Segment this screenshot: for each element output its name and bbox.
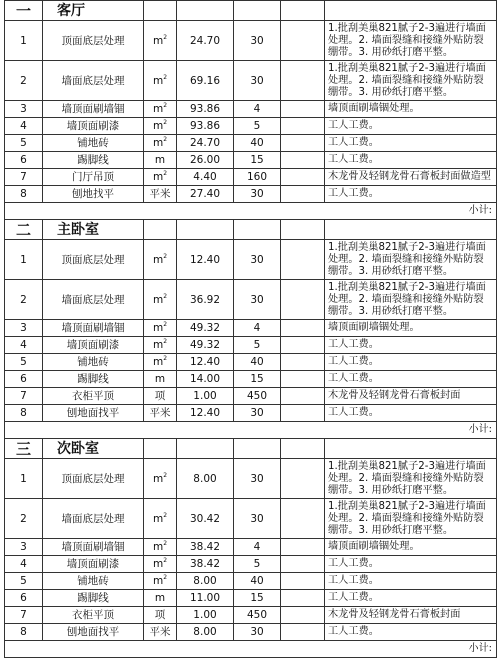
unit-text: m (152, 339, 164, 351)
section-number: 一 (5, 1, 43, 21)
table-row (5, 539, 497, 556)
item-description: 工人工费。 (325, 590, 497, 607)
item-unit-price: 40 (234, 573, 281, 590)
item-quantity: 49.32 (177, 337, 234, 354)
table-row (5, 152, 497, 169)
item-amount (281, 61, 325, 101)
item-name: 墙顶面刷墙锢 (43, 101, 144, 118)
unit-exponent: 2 (163, 471, 168, 479)
empty-cell (325, 439, 497, 459)
item-quantity: 12.40 (177, 240, 234, 280)
item-name: 墙顶面刷墙锢 (43, 539, 144, 556)
item-number: 6 (5, 152, 43, 169)
unit-text: m (154, 154, 166, 166)
item-number: 6 (5, 371, 43, 388)
item-unit (144, 135, 177, 152)
item-quantity: 93.86 (177, 101, 234, 118)
section-header (5, 220, 497, 240)
item-unit (144, 101, 177, 118)
item-name: 刨地面找平 (43, 624, 144, 641)
item-unit-price: 30 (234, 21, 281, 61)
item-amount (281, 186, 325, 203)
item-description: 工人工费。 (325, 573, 497, 590)
item-description: 工人工费。 (325, 405, 497, 422)
item-description: 工人工费。 (325, 354, 497, 371)
item-unit-price: 30 (234, 280, 281, 320)
item-amount (281, 118, 325, 135)
unit-text: m (152, 74, 164, 87)
item-amount (281, 135, 325, 152)
item-unit-price: 5 (234, 337, 281, 354)
item-name: 墙面底层处理 (43, 61, 144, 101)
item-amount (281, 573, 325, 590)
item-description: 木龙骨及轻钢龙骨石膏板封面 (325, 388, 497, 405)
item-number: 4 (5, 556, 43, 573)
item-name: 门厅吊顶 (43, 169, 144, 186)
item-quantity: 69.16 (177, 61, 234, 101)
item-quantity: 27.40 (177, 186, 234, 203)
section-number: 三 (5, 439, 43, 459)
item-number: 7 (5, 169, 43, 186)
item-description: 木龙骨及轻钢龙骨石膏板封面做造型 (325, 169, 497, 186)
item-unit-price: 40 (234, 354, 281, 371)
item-amount (281, 21, 325, 61)
unit-exponent: 2 (163, 102, 168, 109)
unit-text: 项 (154, 609, 166, 621)
unit-text: m (152, 472, 164, 485)
item-description: 工人工费。 (325, 186, 497, 203)
item-amount (281, 624, 325, 641)
item-quantity: 38.42 (177, 539, 234, 556)
subtotal-row (5, 203, 497, 220)
table-row (5, 607, 497, 624)
unit-text: m (152, 512, 164, 525)
unit-exponent: 2 (163, 292, 168, 300)
item-number: 8 (5, 624, 43, 641)
item-amount (281, 539, 325, 556)
section-title: 次卧室 (43, 439, 144, 459)
item-number: 1 (5, 21, 43, 61)
item-number: 8 (5, 186, 43, 203)
item-amount (281, 101, 325, 118)
item-unit (144, 186, 177, 203)
subtotal-row (5, 422, 497, 439)
item-description: 工人工费。 (325, 337, 497, 354)
section-title: 客厅 (43, 1, 144, 21)
item-amount (281, 556, 325, 573)
item-number: 5 (5, 573, 43, 590)
unit-exponent: 2 (163, 73, 168, 81)
empty-cell (177, 439, 234, 459)
table-row (5, 135, 497, 152)
quote-table-body (5, 1, 497, 658)
item-number: 8 (5, 405, 43, 422)
item-number: 5 (5, 354, 43, 371)
table-row (5, 371, 497, 388)
item-unit-price: 4 (234, 320, 281, 337)
table-row (5, 101, 497, 118)
item-amount (281, 240, 325, 280)
unit-text: m (152, 137, 164, 149)
unit-exponent: 2 (163, 119, 168, 126)
unit-exponent: 2 (163, 252, 168, 260)
empty-cell (177, 1, 234, 21)
item-amount (281, 459, 325, 499)
table-row (5, 320, 497, 337)
item-unit-price: 30 (234, 186, 281, 203)
item-quantity: 8.00 (177, 459, 234, 499)
item-amount (281, 354, 325, 371)
item-description: 1.批刮美巢821腻子2-3遍进行墙面处理。2. 墙面裂缝和接缝外贴防裂绷带。3. 用砂纸打磨平整。 (325, 459, 497, 499)
item-name: 墙面底层处理 (43, 499, 144, 539)
unit-text: m (152, 356, 164, 368)
item-name: 铺地砖 (43, 135, 144, 152)
table-row (5, 337, 497, 354)
item-name: 顶面底层处理 (43, 21, 144, 61)
item-unit (144, 459, 177, 499)
item-amount (281, 371, 325, 388)
item-unit-price: 15 (234, 590, 281, 607)
item-quantity: 24.70 (177, 135, 234, 152)
item-name: 铺地砖 (43, 573, 144, 590)
unit-text: m (152, 575, 164, 587)
empty-cell (144, 220, 177, 240)
item-unit-price: 30 (234, 240, 281, 280)
item-unit-price: 4 (234, 539, 281, 556)
item-unit (144, 169, 177, 186)
item-unit (144, 539, 177, 556)
section-header (5, 1, 497, 21)
item-quantity: 8.00 (177, 624, 234, 641)
item-unit-price: 15 (234, 371, 281, 388)
unit-exponent: 2 (163, 574, 168, 581)
item-unit (144, 337, 177, 354)
item-amount (281, 280, 325, 320)
item-unit-price: 30 (234, 61, 281, 101)
empty-cell (177, 220, 234, 240)
table-row (5, 590, 497, 607)
item-name: 墙顶面刷漆 (43, 556, 144, 573)
item-quantity: 8.00 (177, 573, 234, 590)
unit-text: m (152, 541, 164, 553)
item-number: 3 (5, 101, 43, 118)
item-quantity: 26.00 (177, 152, 234, 169)
item-unit-price: 5 (234, 556, 281, 573)
item-amount (281, 320, 325, 337)
item-number: 2 (5, 499, 43, 539)
table-row (5, 405, 497, 422)
item-quantity: 36.92 (177, 280, 234, 320)
item-number: 2 (5, 280, 43, 320)
table-row (5, 556, 497, 573)
quote-table (4, 0, 497, 658)
item-unit (144, 320, 177, 337)
item-unit-price: 30 (234, 405, 281, 422)
item-number: 1 (5, 459, 43, 499)
item-description: 工人工费。 (325, 135, 497, 152)
item-amount (281, 152, 325, 169)
table-row (5, 21, 497, 61)
table-row (5, 573, 497, 590)
table-row (5, 624, 497, 641)
item-number: 6 (5, 590, 43, 607)
empty-cell (144, 1, 177, 21)
item-unit (144, 556, 177, 573)
subtotal-label: 小计: (5, 641, 497, 658)
unit-exponent: 2 (163, 338, 168, 345)
item-number: 5 (5, 135, 43, 152)
empty-cell (281, 1, 325, 21)
item-amount (281, 590, 325, 607)
item-description: 墙顶面刷墙锢处理。 (325, 320, 497, 337)
unit-exponent: 2 (163, 136, 168, 143)
item-number: 3 (5, 539, 43, 556)
empty-cell (281, 220, 325, 240)
table-row (5, 61, 497, 101)
item-name: 墙面底层处理 (43, 280, 144, 320)
item-name: 衣柜平顶 (43, 607, 144, 624)
item-unit (144, 61, 177, 101)
item-quantity: 49.32 (177, 320, 234, 337)
unit-text: m (152, 103, 164, 115)
item-unit-price: 40 (234, 135, 281, 152)
item-number: 2 (5, 61, 43, 101)
item-unit-price: 30 (234, 459, 281, 499)
item-unit (144, 607, 177, 624)
unit-exponent: 2 (163, 540, 168, 547)
item-name: 刨地找平 (43, 186, 144, 203)
item-amount (281, 388, 325, 405)
item-unit (144, 118, 177, 135)
item-description: 工人工费。 (325, 118, 497, 135)
item-quantity: 14.00 (177, 371, 234, 388)
unit-text: 平米 (149, 626, 171, 638)
item-quantity: 93.86 (177, 118, 234, 135)
item-unit (144, 624, 177, 641)
item-name: 踢脚线 (43, 371, 144, 388)
unit-exponent: 2 (163, 511, 168, 519)
item-quantity: 30.42 (177, 499, 234, 539)
item-description: 工人工费。 (325, 624, 497, 641)
item-name: 踢脚线 (43, 590, 144, 607)
unit-text: m (154, 373, 166, 385)
item-description: 墙顶面刷墙锢处理。 (325, 101, 497, 118)
item-unit (144, 573, 177, 590)
table-row (5, 118, 497, 135)
item-name: 墙顶面刷漆 (43, 337, 144, 354)
item-description: 1.批刮美巢821腻子2-3遍进行墙面处理。2. 墙面裂缝和接缝外贴防裂绷带。3. 用砂纸打磨平整。 (325, 61, 497, 101)
item-quantity: 1.00 (177, 388, 234, 405)
item-unit-price: 450 (234, 388, 281, 405)
unit-text: m (152, 34, 164, 47)
item-amount (281, 169, 325, 186)
item-description: 工人工费。 (325, 152, 497, 169)
item-quantity: 24.70 (177, 21, 234, 61)
unit-text: m (152, 558, 164, 570)
item-amount (281, 607, 325, 624)
section-header (5, 439, 497, 459)
table-row (5, 280, 497, 320)
item-name: 刨地面找平 (43, 405, 144, 422)
item-number: 7 (5, 607, 43, 624)
item-unit (144, 499, 177, 539)
unit-exponent: 2 (163, 557, 168, 564)
item-quantity: 11.00 (177, 590, 234, 607)
item-unit (144, 371, 177, 388)
item-unit-price: 5 (234, 118, 281, 135)
table-row (5, 499, 497, 539)
table-row (5, 240, 497, 280)
item-number: 3 (5, 320, 43, 337)
unit-text: m (152, 322, 164, 334)
item-unit-price: 160 (234, 169, 281, 186)
empty-cell (234, 1, 281, 21)
item-unit-price: 450 (234, 607, 281, 624)
unit-text: 平米 (149, 407, 171, 419)
item-number: 7 (5, 388, 43, 405)
item-name: 顶面底层处理 (43, 459, 144, 499)
item-number: 1 (5, 240, 43, 280)
table-row (5, 186, 497, 203)
item-quantity: 12.40 (177, 405, 234, 422)
unit-exponent: 2 (163, 321, 168, 328)
table-row (5, 169, 497, 186)
item-quantity: 38.42 (177, 556, 234, 573)
item-amount (281, 405, 325, 422)
table-row (5, 388, 497, 405)
item-number: 4 (5, 337, 43, 354)
item-quantity: 4.40 (177, 169, 234, 186)
item-description: 工人工费。 (325, 556, 497, 573)
unit-text: 平米 (149, 188, 171, 200)
table-row (5, 459, 497, 499)
item-amount (281, 337, 325, 354)
item-unit (144, 240, 177, 280)
item-description: 1.批刮美巢821腻子2-3遍进行墙面处理。2. 墙面裂缝和接缝外贴防裂绷带。3. 用砂纸打磨平整。 (325, 21, 497, 61)
empty-cell (325, 220, 497, 240)
item-unit (144, 21, 177, 61)
unit-exponent: 2 (163, 33, 168, 41)
item-amount (281, 499, 325, 539)
item-name: 顶面底层处理 (43, 240, 144, 280)
item-name: 衣柜平顶 (43, 388, 144, 405)
table-row (5, 354, 497, 371)
unit-exponent: 2 (163, 355, 168, 362)
item-name: 铺地砖 (43, 354, 144, 371)
unit-text: 项 (154, 390, 166, 402)
item-description: 1.批刮美巢821腻子2-3遍进行墙面处理。2. 墙面裂缝和接缝外贴防裂绷带。3. 用砂纸打磨平整。 (325, 280, 497, 320)
unit-text: m (152, 293, 164, 306)
empty-cell (234, 220, 281, 240)
item-unit (144, 405, 177, 422)
item-unit-price: 4 (234, 101, 281, 118)
unit-text: m (154, 592, 166, 604)
item-description: 1.批刮美巢821腻子2-3遍进行墙面处理。2. 墙面裂缝和接缝外贴防裂绷带。3. 用砂纸打磨平整。 (325, 499, 497, 539)
item-unit-price: 30 (234, 624, 281, 641)
item-unit (144, 590, 177, 607)
item-number: 4 (5, 118, 43, 135)
item-name: 踢脚线 (43, 152, 144, 169)
item-name: 墙顶面刷墙锢 (43, 320, 144, 337)
item-description: 1.批刮美巢821腻子2-3遍进行墙面处理。2. 墙面裂缝和接缝外贴防裂绷带。3. 用砂纸打磨平整。 (325, 240, 497, 280)
item-description: 工人工费。 (325, 371, 497, 388)
section-title: 主卧室 (43, 220, 144, 240)
item-quantity: 1.00 (177, 607, 234, 624)
item-description: 木龙骨及轻钢龙骨石膏板封面 (325, 607, 497, 624)
subtotal-row (5, 641, 497, 658)
item-unit (144, 152, 177, 169)
unit-text: m (152, 253, 164, 266)
item-name: 墙顶面刷漆 (43, 118, 144, 135)
unit-text: m (152, 171, 164, 183)
item-unit-price: 15 (234, 152, 281, 169)
unit-exponent: 2 (163, 170, 168, 177)
section-number: 二 (5, 220, 43, 240)
item-unit (144, 388, 177, 405)
unit-text: m (152, 120, 164, 132)
item-unit-price: 30 (234, 499, 281, 539)
empty-cell (281, 439, 325, 459)
subtotal-label: 小计: (5, 422, 497, 439)
item-unit (144, 354, 177, 371)
item-unit (144, 280, 177, 320)
item-quantity: 12.40 (177, 354, 234, 371)
empty-cell (234, 439, 281, 459)
empty-cell (325, 1, 497, 21)
empty-cell (144, 439, 177, 459)
subtotal-label: 小计: (5, 203, 497, 220)
item-description: 墙顶面刷墙锢处理。 (325, 539, 497, 556)
